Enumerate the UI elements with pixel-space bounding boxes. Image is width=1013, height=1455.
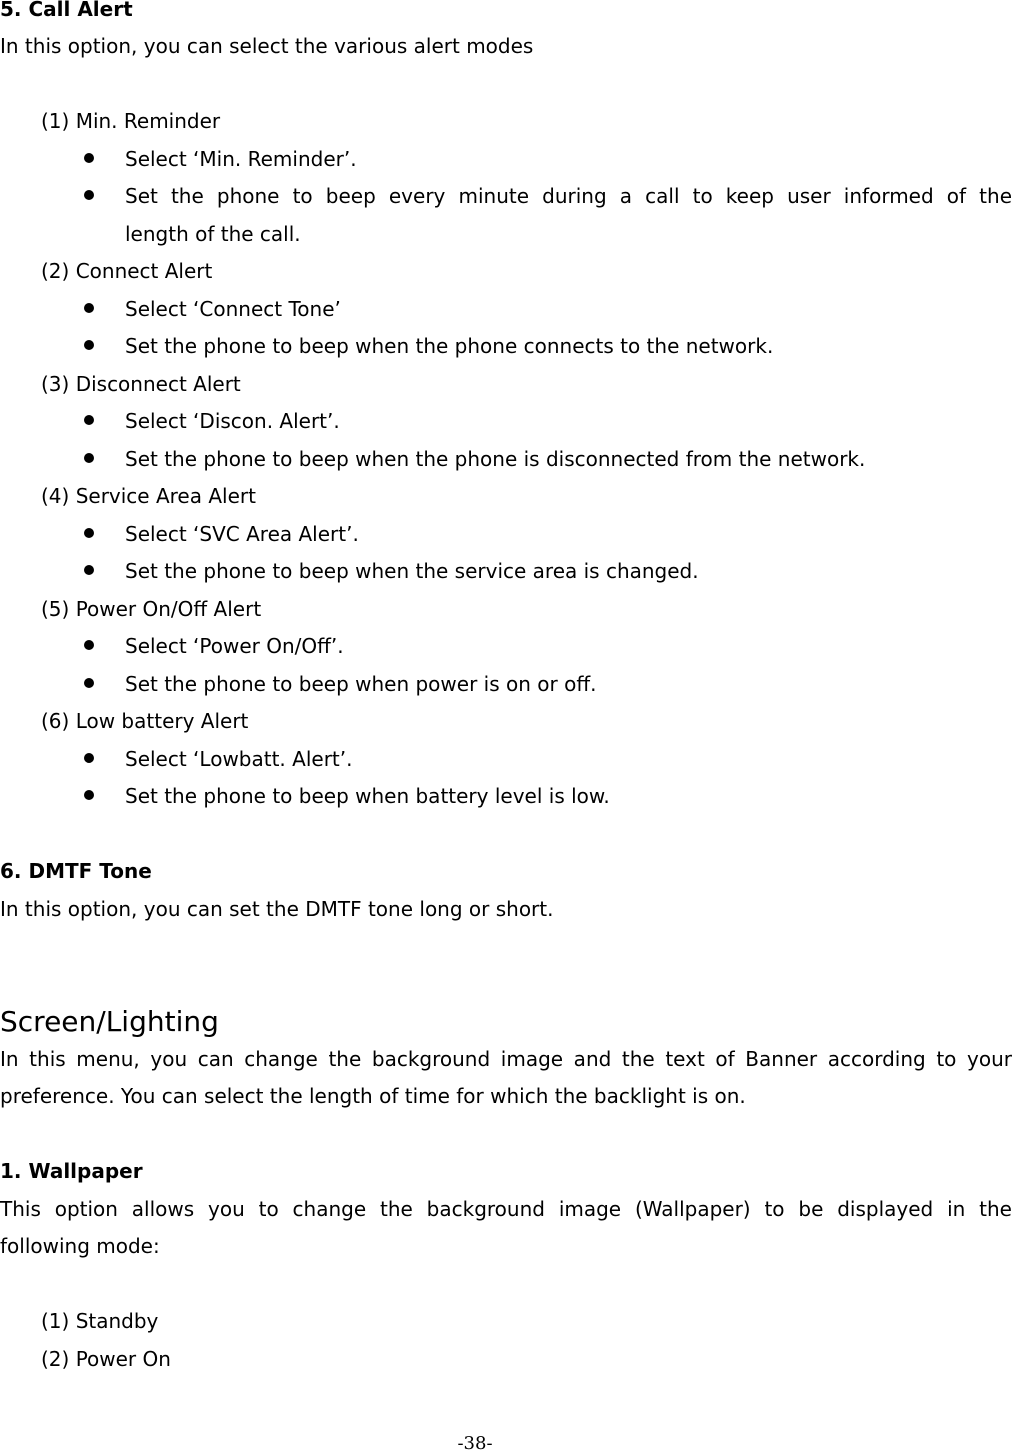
- wallpaper-mode-power-on: (2) Power On: [41, 1347, 171, 1371]
- screen-lighting-intro-continuation: preference. You can select the length of time for which the backlight is on.: [0, 1084, 746, 1108]
- bullet-text: Set the phone to beep when the phone connects to the network.: [125, 334, 774, 358]
- bullet-text: Select ‘Lowbatt. Alert’.: [125, 747, 353, 771]
- wallpaper-text: This option allows you to change the background image (Wallpaper) to be displayed in the: [0, 1197, 1012, 1221]
- bullet-icon: [84, 528, 94, 538]
- dmtf-tone-text: In this option, you can set the DMTF tone long or short.: [0, 897, 554, 921]
- bullet-icon: [84, 753, 94, 763]
- bullet-icon: [84, 565, 94, 575]
- bullet-icon: [84, 415, 94, 425]
- bullet-text: Set the phone to beep every minute during a call to keep user informed of the: [125, 184, 1012, 208]
- bullet-icon: [84, 340, 94, 350]
- wallpaper-text-continuation: following mode:: [0, 1234, 160, 1258]
- bullet-icon: [84, 640, 94, 650]
- bullet-icon: [84, 303, 94, 313]
- bullet-icon: [84, 453, 94, 463]
- bullet-icon: [84, 790, 94, 800]
- bullet-text: Select ‘SVC Area Alert’.: [125, 522, 359, 546]
- item-label-service-area-alert: (4) Service Area Alert: [41, 484, 256, 508]
- screen-lighting-intro: In this menu, you can change the background image and the text of Banner according to your: [0, 1047, 1012, 1071]
- call-alert-intro: In this option, you can select the various alert modes: [0, 34, 534, 58]
- bullet-icon: [84, 678, 94, 688]
- bullet-icon: [84, 153, 94, 163]
- bullet-text: Set the phone to beep when battery level is low.: [125, 784, 610, 808]
- bullet-text: Select ‘Connect Tone’: [125, 297, 341, 321]
- item-label-min-reminder: (1) Min. Reminder: [41, 109, 221, 133]
- bullet-text: Select ‘Min. Reminder’.: [125, 147, 357, 171]
- section-title-wallpaper: 1. Wallpaper: [0, 1159, 143, 1183]
- item-label-disconnect-alert: (3) Disconnect Alert: [41, 372, 241, 396]
- bullet-text-continuation: length of the call.: [125, 222, 301, 246]
- item-label-connect-alert: (2) Connect Alert: [41, 259, 213, 283]
- section-title-dmtf-tone: 6. DMTF Tone: [0, 859, 152, 883]
- bullet-text: Set the phone to beep when power is on or off.: [125, 672, 597, 696]
- bullet-icon: [84, 190, 94, 200]
- item-label-low-battery-alert: (6) Low battery Alert: [41, 709, 249, 733]
- item-label-power-on-off-alert: (5) Power On/Off Alert: [41, 597, 262, 621]
- bullet-text: Select ‘Power On/Off’.: [125, 634, 344, 658]
- wallpaper-mode-standby: (1) Standby: [41, 1309, 159, 1333]
- chapter-heading-screen-lighting: Screen/Lighting: [0, 1005, 219, 1038]
- bullet-text: Set the phone to beep when the service area is changed.: [125, 559, 699, 583]
- page-number: -38-: [457, 1433, 493, 1454]
- section-title-call-alert: 5. Call Alert: [0, 0, 133, 21]
- bullet-text: Select ‘Discon. Alert’.: [125, 409, 340, 433]
- bullet-text: Set the phone to beep when the phone is disconnected from the network.: [125, 447, 866, 471]
